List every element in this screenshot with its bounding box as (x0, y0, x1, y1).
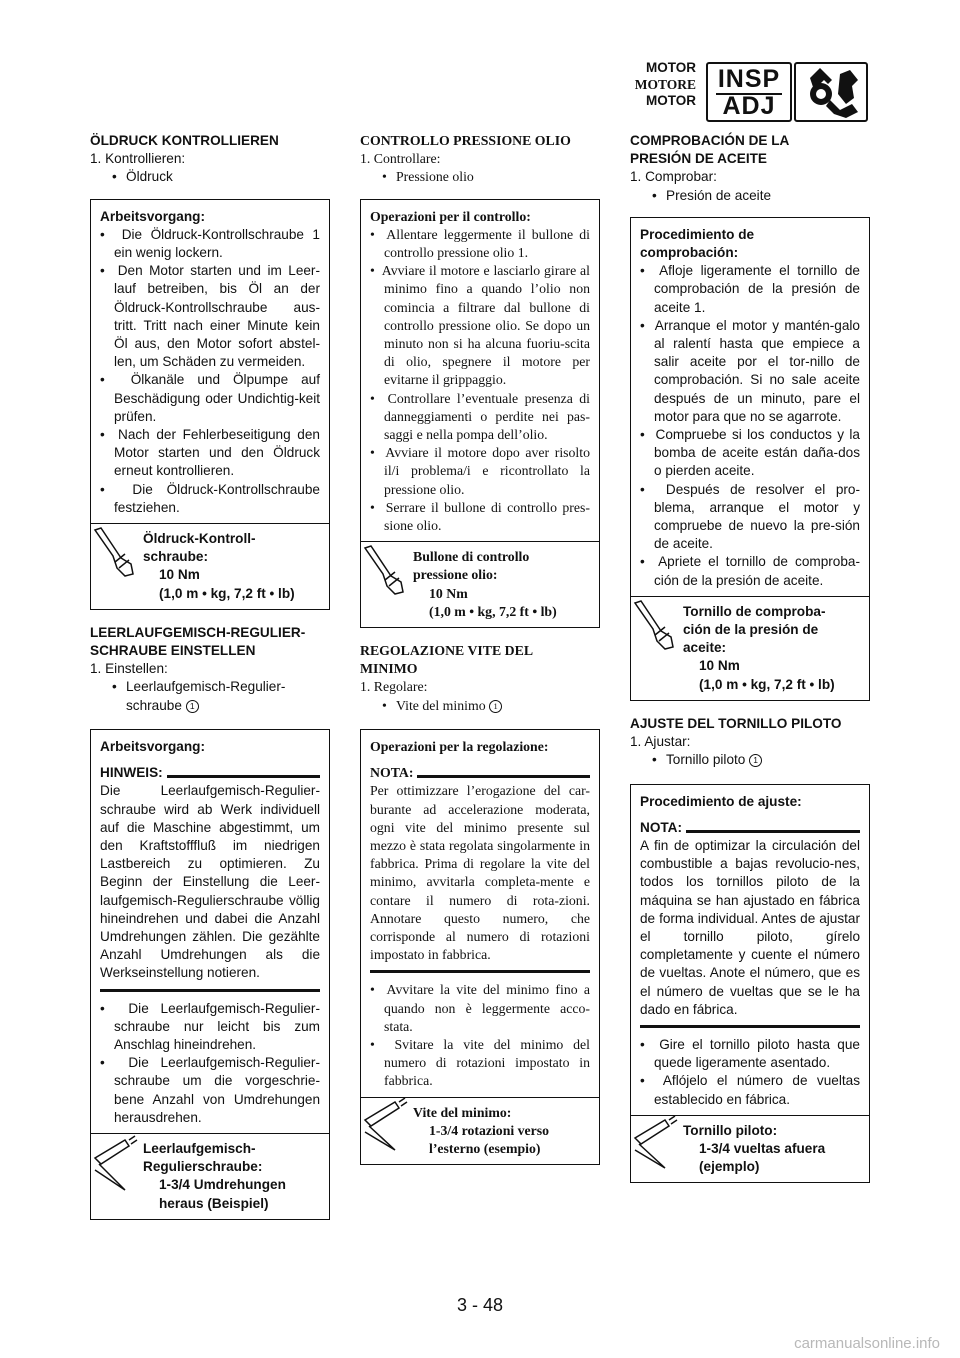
spec-value: 10 Nm (699, 658, 740, 674)
torque-spec (361, 541, 599, 627)
callout-number: 1 (489, 700, 502, 713)
spec-value: 1-3/4 rotazioni verso (429, 1122, 550, 1138)
screwdriver-icon (91, 1134, 139, 1219)
section-label-es: MOTOR (646, 93, 696, 108)
procedure-box (630, 784, 870, 1184)
spec-value: 10 Nm (159, 567, 200, 583)
spec-value: heraus (Beispiel) (159, 1195, 269, 1211)
procedure-bullet: • Svitare la vite del minimo del numero di rotazioni impostato in fabbrica. (370, 1036, 591, 1089)
procedure-bullet: • Después de resolver el pro-blema, arranque el motor y compruebe de nuevo la pre-sión de aceite. (640, 481, 860, 552)
callout-number: 1 (186, 700, 199, 713)
section-title: COMPROBACIÓN DE LA PRESIÓN DE ACEITE (630, 133, 790, 167)
spec-name: Bullone di controllo (413, 549, 530, 565)
spec-name: ción de la presión de (683, 622, 819, 638)
screwdriver-icon (361, 1098, 409, 1165)
section-label-de: MOTOR (646, 60, 696, 75)
procedure-bullet: • Compruebe si los conductos y la bomba de aceite están daña-dos o pierden aceite. (640, 427, 860, 479)
note-divider (100, 989, 320, 992)
procedure-bullet: • Aflójelo el número de vueltas establecido en fábrica. (640, 1073, 860, 1107)
section-title: REGOLAZIONE VITE DEL MINIMO (360, 643, 534, 677)
step-item: schraube 1 (90, 697, 330, 715)
step: 1. Einstellen: (90, 661, 168, 677)
procedure-box (90, 199, 330, 610)
procedure-bullet: • Die Öldruck-Kontrollschraube festziehen. (100, 481, 320, 515)
step-item: • Leerlaufgemisch-Regulier- (112, 679, 286, 695)
adjust-spec (91, 1133, 329, 1219)
procedure-heading: Operazioni per la regolazione: (370, 738, 549, 754)
note-text: A fin de optimizar la circulación del combustible a bajas revolucio-nes, todos los tornillos piloto de la máquina se han ajustado en fábrica de forma individual. Antes de ajustar el tornillo piloto, gírelo completamente y cuente el número de vueltas. Anote el número, que es el número de vueltas que se le ha dado en fábrica. (640, 837, 860, 1017)
callout-number: 1 (749, 754, 762, 767)
spec-value: (ejemplo) (699, 1159, 760, 1175)
adjust-spec (631, 1115, 869, 1183)
page-number: 3 - 48 (456, 1295, 504, 1315)
note-heading: NOTA: (640, 819, 860, 837)
note-divider (370, 970, 590, 973)
step-item: • Presión de aceite (652, 187, 772, 203)
torque-wrench-icon (91, 524, 139, 609)
procedure-bullet: • Ölkanäle und Ölpumpe auf Beschädigung oder Undichtig-keit prüfen. (100, 372, 320, 424)
column-de (90, 132, 330, 1220)
procedure-bullet: • Avviare il motore dopo aver risolto il/i problema/i e ricontrollato la pressione olio. (370, 445, 591, 497)
step-item: • Vite del minimo 1 (360, 697, 600, 715)
procedure-heading: Arbeitsvorgang: (100, 738, 205, 754)
step-item: • Pressione olio (382, 169, 474, 185)
step: 1. Comprobar: (630, 169, 717, 185)
spec-name: aceite: (683, 640, 727, 656)
section-title: AJUSTE DEL TORNILLO PILOTO (630, 715, 842, 731)
procedure-bullet: • Den Motor starten und im Leer-lauf betreiben, bis Öl an der Öldruck-Kontrollschraube aus-tritt. Tritt nach einer Minute kein Öl aus, den Motor sofort abstel-len, um Schäden zu vermeiden. (100, 263, 320, 370)
column-es (630, 132, 870, 1183)
step-item: • Tornillo piloto 1 (630, 751, 870, 769)
torque-spec (91, 523, 329, 609)
spec-value: (1,0 m • kg, 7,2 ft • lb) (159, 585, 295, 601)
watermark: carmanualsonline.info (794, 1335, 940, 1352)
spec-value: (1,0 m • kg, 7,2 ft • lb) (699, 676, 835, 692)
procedure-bullet: • Arranque el motor y mantén-galo al ralentí hasta que empiece a salir aceite por el tor-nillo de comprobación. Si no sale aceite después de un minuto, pare el motor para que no se agarrote. (640, 317, 860, 424)
spec-name: Tornillo piloto: (683, 1122, 778, 1138)
note-text: Die Leerlaufgemisch-Regulier-schraube wird ab Werk individuell auf die Maschine abgestimmt, um den Kraftstofffluß im niedrigen Lastbereich zu optimieren. Zu Beginn der Einstellung die Leer-laufgemisch-Regulierschraube völlig hineindrehen und dabei die Anzahl Umdrehungen zählen. Die gezählte Anzahl Umdrehungen als die Werkseinstellung notieren. (100, 783, 320, 981)
spec-value: (1,0 m • kg, 7,2 ft • lb) (429, 603, 557, 619)
spec-name: Vite del minimo: (413, 1104, 512, 1120)
step: 1. Ajustar: (630, 734, 691, 750)
procedure-bullet: • Avvitare la vite del minimo fino a quando non è leggermente acco-stata. (370, 982, 590, 1034)
procedure-bullet: • Die Öldruck-Kontrollschraube 1 ein wenig lockern. (100, 226, 320, 261)
spec-name: Öldruck-Kontroll- (143, 531, 256, 547)
procedure-box (90, 729, 330, 1220)
spec-name: schraube: (143, 549, 208, 565)
procedure-bullet: • Apriete el tornillo de comproba-ción de la presión de aceite. (640, 554, 860, 588)
torque-wrench-icon (631, 597, 679, 700)
procedure-box (360, 199, 600, 628)
note-text: Per ottimizzare l’erogazione del car-burante ad accelerazione moderata, ogni vite del minimo presente sul mezzo è stata regolata singolarmente in fabbrica. Prima di regolare la vite del minimo, avvitarla completa-mente e contare il numero di rota-zioni. Annotare questo numero, che corrisponde al numero di rotazioni impostato in fabbrica. (370, 783, 590, 963)
insp-adj-badge (706, 62, 792, 122)
section-label (635, 60, 696, 110)
spec-name: Regulierschraube: (143, 1159, 263, 1175)
procedure-bullet: • Gire el tornillo piloto hasta que quede ligeramente asentado. (640, 1036, 860, 1071)
procedure-heading: Procedimiento de comprobación: (640, 226, 755, 261)
procedure-heading: Operazioni per il controllo: (370, 208, 531, 224)
screwdriver-icon (631, 1116, 679, 1183)
procedure-bullet: • Serrare il bullone di controllo pres-sione olio. (370, 499, 590, 534)
spec-value: 1-3/4 Umdrehungen (159, 1177, 286, 1193)
spec-name: Tornillo de comproba- (683, 603, 826, 619)
section-title: LEERLAUFGEMISCH-REGULIER- SCHRAUBE EINSTELLEN (90, 624, 306, 659)
procedure-box (360, 729, 600, 1165)
procedure-heading: Procedimiento de ajuste: (640, 793, 802, 809)
step: 1. Regolare: (360, 679, 428, 695)
spec-value: 10 Nm (429, 585, 468, 601)
torque-spec (631, 596, 869, 700)
procedure-bullet: • Die Leerlaufgemisch-Regulier-schraube nur leicht bis zum Anschlag hineindrehen. (100, 1000, 320, 1052)
spec-value: 1-3/4 vueltas afuera (699, 1140, 826, 1156)
step: 1. Kontrollieren: (90, 151, 186, 167)
torque-wrench-icon (361, 542, 409, 627)
insp-label: INSP (717, 65, 781, 93)
spec-value: l’esterno (esempio) (429, 1140, 541, 1156)
procedure-bullet: • Avviare il motore e lasciarlo girare al minimo fino a quando l’olio non comincia a filtrare dal bullone di controllo pressione olio. Se dopo un minuto non si ha alcuna fuoriu-scita di olio, spegnere il motore per evitarne il grippaggio. (370, 263, 590, 388)
procedure-bullet: • Controllare l’eventuale presenza di danneggiamenti o perdite nei pas-saggi e nella pompa dell’olio. (370, 390, 590, 443)
step-item: • Öldruck (112, 169, 173, 185)
adj-label: ADJ (722, 92, 776, 120)
procedure-bullet: • Die Leerlaufgemisch-Regulier-schraube um die vorgeschrie-bene Anzahl von Umdrehungen herausdrehen. (100, 1055, 320, 1125)
procedure-bullet: • Afloje ligeramente el tornillo de comprobación de la presión de aceite 1. (640, 263, 860, 315)
procedure-bullet: • Allentare leggermente il bullone di controllo pressione olio 1. (370, 226, 590, 261)
note-heading: HINWEIS: (100, 764, 320, 782)
procedure-heading: Arbeitsvorgang: (100, 208, 205, 224)
note-divider (640, 1025, 860, 1028)
column-it (360, 132, 600, 1165)
spec-name: pressione olio: (413, 567, 498, 583)
note-heading: NOTA: (370, 764, 590, 782)
procedure-bullet: • Nach der Fehlerbeseitigung den Motor starten und den Öldruck erneut kontrollieren. (100, 427, 320, 479)
adjust-spec (361, 1097, 599, 1165)
section-title: ÖLDRUCK KONTROLLIEREN (90, 133, 279, 148)
section-label-it: MOTORE (634, 76, 696, 92)
wrench-icon (794, 62, 868, 122)
section-title: CONTROLLO PRESSIONE OLIO (360, 133, 571, 148)
spec-name: Leerlaufgemisch- (143, 1140, 256, 1156)
procedure-box (630, 217, 870, 701)
step: 1. Controllare: (360, 151, 441, 167)
